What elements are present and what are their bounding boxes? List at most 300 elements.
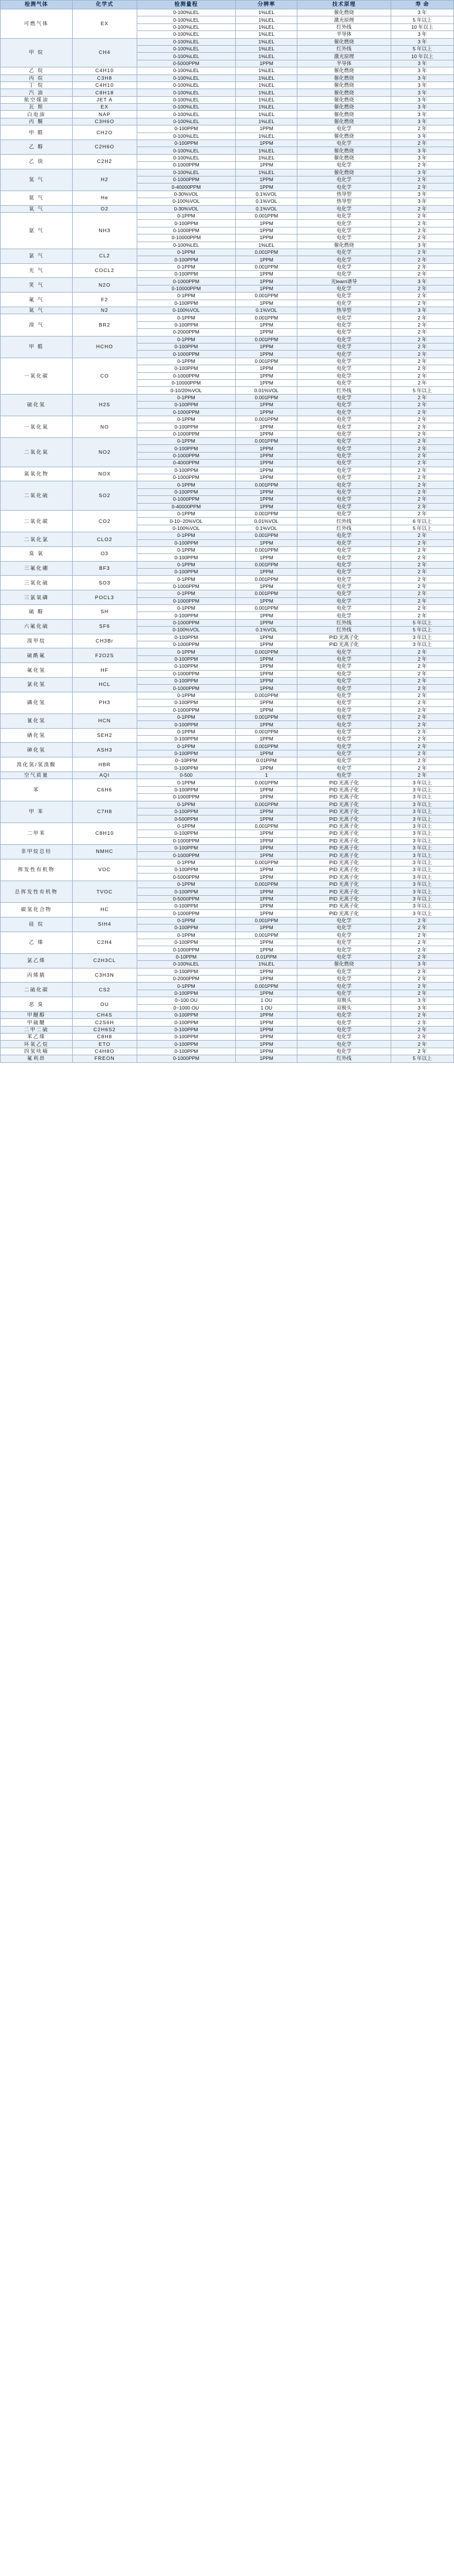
gas-name-cell: 甲 苯 xyxy=(1,801,73,823)
resolution-cell: 1%LEL xyxy=(236,147,297,154)
technology-cell: PID 光离子化 xyxy=(297,801,391,808)
gas-name-cell: 白电油 xyxy=(1,111,73,118)
detection-range-cell: 0-100%VOL xyxy=(137,307,236,314)
lifetime-cell: 3 年以上 xyxy=(391,881,453,888)
table-row xyxy=(1,293,454,300)
resolution-cell: 1%LEL xyxy=(236,74,297,81)
resolution-cell: 0.001PPM xyxy=(236,728,297,735)
technology-cell: 半导体 xyxy=(297,60,391,67)
detection-range-cell: 0-10~20%VOL xyxy=(137,518,236,525)
resolution-cell: 0.01PPM xyxy=(236,953,297,960)
chemical-formula-cell: C3H6O xyxy=(73,118,137,125)
lifetime-cell: 2 年 xyxy=(391,474,453,481)
table-row xyxy=(1,881,454,888)
lifetime-cell: 3 年以上 xyxy=(391,815,453,823)
chemical-formula-cell: SEH2 xyxy=(73,728,137,743)
detection-range-cell: 0-100PPM xyxy=(137,612,236,619)
column-header-lifetime: 寿 命 xyxy=(391,1,453,9)
chemical-formula-cell: C2H2 xyxy=(73,154,137,169)
chemical-formula-cell: CLO2 xyxy=(73,532,137,547)
resolution-cell: 1PPM xyxy=(236,183,297,191)
technology-cell: 催化燃烧 xyxy=(297,96,391,103)
detection-range-cell: 0-100PPM xyxy=(137,256,236,263)
technology-cell: 电化学 xyxy=(297,336,391,343)
detection-range-cell: 0-100%LEL xyxy=(137,242,236,249)
chemical-formula-cell: CO xyxy=(73,358,137,394)
technology-cell: 电化学 xyxy=(297,409,391,416)
resolution-cell: 1PPM xyxy=(236,460,297,467)
technology-cell: PID 光离子化 xyxy=(297,859,391,866)
chemical-formula-cell: POCL3 xyxy=(73,590,137,605)
table-row xyxy=(1,96,454,103)
gas-name-cell: 总挥发性有机物 xyxy=(1,881,73,902)
gas-name-cell: 一氧化氮 xyxy=(1,416,73,437)
lifetime-cell: 3 年 xyxy=(391,154,453,161)
resolution-cell: 1%LEL xyxy=(236,81,297,89)
technology-cell: 电化学 xyxy=(297,467,391,474)
detection-range-cell: 0-100PPM xyxy=(137,539,236,546)
resolution-cell: 1PPM xyxy=(236,379,297,386)
detection-range-cell: 0-100PPM xyxy=(137,1011,236,1018)
resolution-cell: 1PPM xyxy=(236,663,297,670)
lifetime-cell: 2 年 xyxy=(391,699,453,706)
technology-cell: 电化学 xyxy=(297,372,391,379)
lifetime-cell: 2 年 xyxy=(391,605,453,612)
gas-name-cell: 氢 气 xyxy=(1,169,73,191)
technology-cell: 电化学 xyxy=(297,576,391,583)
technology-cell: 电化学 xyxy=(297,1011,391,1018)
detection-range-cell: 0-100%LEL xyxy=(137,23,236,30)
lifetime-cell: 2 年 xyxy=(391,1026,453,1033)
gas-name-cell: 甲硫醚 xyxy=(1,1019,73,1026)
gas-name-cell: 三氧化硫 xyxy=(1,576,73,590)
gas-name-cell: 非甲烷总烃 xyxy=(1,844,73,859)
detection-range-cell: 0-10PPM xyxy=(137,953,236,960)
lifetime-cell: 2 年 xyxy=(391,939,453,946)
detection-range-cell: 0-1000PPM xyxy=(137,430,236,437)
technology-cell: 电化学 xyxy=(297,968,391,975)
lifetime-cell: 2 年 xyxy=(391,140,453,147)
table-row xyxy=(1,634,454,641)
gas-name-cell: 臭 氧 xyxy=(1,546,73,561)
gas-name-cell: 氨 气 xyxy=(1,212,73,249)
resolution-cell: 1PPM xyxy=(236,619,297,626)
detection-range-cell: 0-100PPM xyxy=(137,699,236,706)
lifetime-cell: 3 年以上 xyxy=(391,888,453,895)
detection-range-cell: 0-100PPM xyxy=(137,554,236,561)
technology-cell: PID 光离子化 xyxy=(297,808,391,815)
lifetime-cell: 2 年 xyxy=(391,713,453,721)
table-row xyxy=(1,358,454,365)
table-row xyxy=(1,416,454,423)
detection-range-cell: 0-100PPM xyxy=(137,569,236,576)
technology-cell: 电化学 xyxy=(297,220,391,227)
lifetime-cell: 2 年 xyxy=(391,467,453,474)
technology-cell: 电化学 xyxy=(297,561,391,568)
resolution-cell: 1%LEL xyxy=(236,242,297,249)
lifetime-cell: 2 年 xyxy=(391,612,453,619)
gas-name-cell: 甲 烷 xyxy=(1,38,73,67)
technology-cell: 电化学 xyxy=(297,176,391,183)
table-row xyxy=(1,169,454,176)
gas-name-cell: 乙 醇 xyxy=(1,140,73,155)
lifetime-cell: 2 年 xyxy=(391,975,453,982)
lifetime-cell: 2 年 xyxy=(391,293,453,300)
chemical-formula-cell: SO2 xyxy=(73,481,137,511)
detection-range-cell: 0-1000PPM xyxy=(137,910,236,917)
gas-name-cell: 汽 油 xyxy=(1,89,73,96)
chemical-formula-cell: CH4S xyxy=(73,1011,137,1018)
resolution-cell: 0.01%VOL xyxy=(236,387,297,394)
detection-range-cell: 0-100%LEL xyxy=(137,132,236,140)
lifetime-cell: 3 年 xyxy=(391,96,453,103)
chemical-formula-cell: BF3 xyxy=(73,561,137,576)
technology-cell: 红外线 xyxy=(297,525,391,532)
lifetime-cell: 2 年 xyxy=(391,220,453,227)
lifetime-cell: 2 年 xyxy=(391,692,453,699)
lifetime-cell: 3 年以上 xyxy=(391,837,453,844)
gas-name-cell: 瓦 斯 xyxy=(1,104,73,111)
resolution-cell: 1PPM xyxy=(236,706,297,713)
detection-range-cell: 0-100%LEL xyxy=(137,53,236,60)
lifetime-cell: 2 年 xyxy=(391,227,453,234)
table-row xyxy=(1,772,454,779)
resolution-cell: 0.001PPM xyxy=(236,438,297,445)
detection-range-cell: 0-100PPM xyxy=(137,990,236,997)
table-row xyxy=(1,1048,454,1055)
detection-range-cell: 0-100PPM xyxy=(137,808,236,815)
gas-name-cell: 挥发性有机物 xyxy=(1,859,73,881)
technology-cell: 电化学 xyxy=(297,1034,391,1041)
technology-cell: 催化燃烧 xyxy=(297,74,391,81)
chemical-formula-cell: C8H8 xyxy=(73,1034,137,1041)
technology-cell: 电化学 xyxy=(297,917,391,924)
lifetime-cell: 2 年 xyxy=(391,212,453,219)
resolution-cell: 1PPM xyxy=(236,655,297,662)
technology-cell: 电化学 xyxy=(297,546,391,553)
lifetime-cell: 3 年以上 xyxy=(391,903,453,910)
technology-cell: 电化学 xyxy=(297,750,391,757)
gas-name-cell: 硫酰氟 xyxy=(1,648,73,663)
lifetime-cell: 2 年 xyxy=(391,205,453,212)
resolution-cell: 1PPM xyxy=(236,329,297,336)
chemical-formula-cell: TVOC xyxy=(73,881,137,902)
lifetime-cell: 2 年 xyxy=(391,685,453,692)
resolution-cell: 1PPM xyxy=(236,402,297,409)
resolution-cell: 1PPM xyxy=(236,503,297,510)
lifetime-cell: 2 年 xyxy=(391,416,453,423)
technology-cell: 电化学 xyxy=(297,503,391,510)
detection-range-cell: 0-100PPM xyxy=(137,467,236,474)
technology-cell: 电化学 xyxy=(297,474,391,481)
chemical-formula-cell: F2 xyxy=(73,293,137,307)
lifetime-cell: 2 年 xyxy=(391,358,453,365)
gas-name-cell: 光 气 xyxy=(1,263,73,278)
table-row xyxy=(1,9,454,16)
lifetime-cell: 2 年 xyxy=(391,925,453,932)
technology-cell: 光learn谱导 xyxy=(297,278,391,285)
resolution-cell: 0.001PPM xyxy=(236,648,297,655)
table-row xyxy=(1,74,454,81)
detection-range-cell: 0-1PPM xyxy=(137,481,236,488)
chemical-formula-cell: AQI xyxy=(73,772,137,779)
resolution-cell: 1PPM xyxy=(236,554,297,561)
table-row xyxy=(1,917,454,924)
resolution-cell: 1%LEL xyxy=(236,118,297,125)
resolution-cell: 1PPM xyxy=(236,939,297,946)
gas-name-cell: 可燃气体 xyxy=(1,9,73,39)
detection-range-cell: 0-1000PPM xyxy=(137,706,236,713)
detection-range-cell: 0-1000PPM xyxy=(137,852,236,859)
chemical-formula-cell: CH3Br xyxy=(73,634,137,648)
resolution-cell: 1PPM xyxy=(236,227,297,234)
detection-range-cell: 0-100%LEL xyxy=(137,154,236,161)
technology-cell: 电化学 xyxy=(297,256,391,263)
technology-cell: 电化学 xyxy=(297,379,391,386)
resolution-cell: 1%LEL xyxy=(236,53,297,60)
technology-cell: 催化燃烧 xyxy=(297,154,391,161)
lifetime-cell: 2 年 xyxy=(391,917,453,924)
resolution-cell: 1PPM xyxy=(236,670,297,677)
technology-cell: 激光原理 xyxy=(297,53,391,60)
resolution-cell: 0.001PPM xyxy=(236,983,297,990)
chemical-formula-cell: CO2 xyxy=(73,510,137,532)
resolution-cell: 0.001PPM xyxy=(236,743,297,750)
technology-cell: 双极头 xyxy=(297,1004,391,1011)
lifetime-cell: 2 年 xyxy=(391,590,453,597)
detection-range-cell: 0-100PPM xyxy=(137,721,236,728)
technology-cell: PID 光离子化 xyxy=(297,837,391,844)
resolution-cell: 1%LEL xyxy=(236,45,297,52)
resolution-cell: 1PPM xyxy=(236,975,297,982)
gas-name-cell: 苯乙烯 xyxy=(1,1034,73,1041)
table-row xyxy=(1,968,454,975)
resolution-cell: 0.001PPM xyxy=(236,263,297,270)
detection-range-cell: 0-1PPM xyxy=(137,917,236,924)
table-row xyxy=(1,692,454,699)
detection-range-cell: 0-1000PPM xyxy=(137,372,236,379)
lifetime-cell: 2 年 xyxy=(391,677,453,684)
gas-name-cell: 二甲苯 xyxy=(1,823,73,844)
technology-cell: PID 光离子化 xyxy=(297,641,391,648)
lifetime-cell: 5 年以上 xyxy=(391,45,453,52)
resolution-cell: 0.001PPM xyxy=(236,358,297,365)
column-header-formula: 化学式 xyxy=(73,1,137,9)
resolution-cell: 1PPM xyxy=(236,1026,297,1033)
technology-cell: 催化燃烧 xyxy=(297,961,391,968)
gas-name-cell: 氟利昂 xyxy=(1,1055,73,1062)
resolution-cell: 1PPM xyxy=(236,1034,297,1041)
technology-cell: 双极头 xyxy=(297,997,391,1004)
detection-range-cell: 0-1PPM xyxy=(137,576,236,583)
chemical-formula-cell: HC xyxy=(73,903,137,917)
lifetime-cell: 2 年 xyxy=(391,503,453,510)
table-header-row xyxy=(1,1,454,9)
lifetime-cell: 3 年以上 xyxy=(391,910,453,917)
resolution-cell: 1%LEL xyxy=(236,132,297,140)
gas-name-cell: 乙 炔 xyxy=(1,154,73,169)
table-row xyxy=(1,140,454,147)
column-header-resolution: 分辨率 xyxy=(236,1,297,9)
technology-cell: 催化燃烧 xyxy=(297,67,391,74)
technology-cell: 电化学 xyxy=(297,488,391,495)
detection-range-cell: 0-100PPM xyxy=(137,888,236,895)
technology-cell: PID 光离子化 xyxy=(297,634,391,641)
detection-range-cell: 0-1PPM xyxy=(137,416,236,423)
table-row xyxy=(1,125,454,132)
detection-range-cell: 0-500 xyxy=(137,772,236,779)
gas-name-cell: 硒化氢 xyxy=(1,728,73,743)
lifetime-cell: 3 年 xyxy=(391,132,453,140)
detection-range-cell: 0-1PPM xyxy=(137,648,236,655)
chemical-formula-cell: NAP xyxy=(73,111,137,118)
lifetime-cell: 2 年 xyxy=(391,510,453,517)
chemical-formula-cell: HCN xyxy=(73,713,137,728)
gas-name-cell: 氰化氢 xyxy=(1,713,73,728)
lifetime-cell: 2 年 xyxy=(391,532,453,539)
detection-range-cell: 0-4000PPM xyxy=(137,460,236,467)
resolution-cell: 0.1%VOL xyxy=(236,525,297,532)
detection-range-cell: 0-1PPM xyxy=(137,590,236,597)
resolution-cell: 1%LEL xyxy=(236,104,297,111)
detection-range-cell: 0-100PPM xyxy=(137,677,236,684)
detection-range-cell: 0-100PPM xyxy=(137,844,236,851)
technology-cell: PID 光离子化 xyxy=(297,794,391,801)
technology-cell: 电化学 xyxy=(297,394,391,401)
resolution-cell: 1%LEL xyxy=(236,23,297,30)
chemical-formula-cell: H2 xyxy=(73,169,137,191)
technology-cell: 红外线 xyxy=(297,387,391,394)
chemical-formula-cell: NO xyxy=(73,416,137,437)
chemical-formula-cell: HCHO xyxy=(73,336,137,358)
resolution-cell: 1PPM xyxy=(236,895,297,902)
detection-range-cell: 0-40000PPM xyxy=(137,503,236,510)
lifetime-cell: 2 年 xyxy=(391,300,453,307)
detection-range-cell: 0-1PPM xyxy=(137,394,236,401)
chemical-formula-cell: C3H8 xyxy=(73,74,137,81)
lifetime-cell: 2 年 xyxy=(391,728,453,735)
lifetime-cell: 2 年 xyxy=(391,764,453,772)
lifetime-cell: 2 年 xyxy=(391,329,453,336)
resolution-cell: 1 xyxy=(236,772,297,779)
detection-range-cell: 0-100PPM xyxy=(137,903,236,910)
gas-name-cell: 丙烯腈 xyxy=(1,968,73,983)
technology-cell: 电化学 xyxy=(297,1048,391,1055)
resolution-cell: 0.001PPM xyxy=(236,532,297,539)
detection-range-cell: 0-1PPM xyxy=(137,314,236,321)
lifetime-cell: 2 年 xyxy=(391,539,453,546)
technology-cell: 催化燃烧 xyxy=(297,104,391,111)
chemical-formula-cell: NMHC xyxy=(73,844,137,859)
lifetime-cell: 6 年以上 xyxy=(391,518,453,525)
resolution-cell: 1PPM xyxy=(236,321,297,328)
table-row xyxy=(1,983,454,990)
technology-cell: 催化燃烧 xyxy=(297,169,391,176)
lifetime-cell: 3 年以上 xyxy=(391,634,453,641)
resolution-cell: 0.001PPM xyxy=(236,823,297,830)
technology-cell: 电化学 xyxy=(297,452,391,459)
technology-cell: 催化燃烧 xyxy=(297,81,391,89)
gas-name-cell: 苯 xyxy=(1,779,73,801)
resolution-cell: 1PPM xyxy=(236,1055,297,1062)
chemical-formula-cell: ASH3 xyxy=(73,743,137,757)
chemical-formula-cell: C2H3CL xyxy=(73,953,137,968)
table-row xyxy=(1,1034,454,1041)
chemical-formula-cell: CS2 xyxy=(73,983,137,997)
lifetime-cell: 2 年 xyxy=(391,372,453,379)
table-row xyxy=(1,307,454,314)
lifetime-cell: 2 年 xyxy=(391,256,453,263)
lifetime-cell: 3 年以上 xyxy=(391,801,453,808)
detection-range-cell: 0-1000PPM xyxy=(137,670,236,677)
chemical-formula-cell: C2H6S2 xyxy=(73,1026,137,1033)
lifetime-cell: 3 年 xyxy=(391,1004,453,1011)
detection-range-cell: 0-100PPM xyxy=(137,402,236,409)
detection-range-cell: 0-1PPM xyxy=(137,546,236,553)
detection-range-cell: 0~10PPM xyxy=(137,757,236,764)
detection-range-cell: 0-1PPM xyxy=(137,263,236,270)
resolution-cell: 1 OU xyxy=(236,1004,297,1011)
lifetime-cell: 5 年以上 xyxy=(391,16,453,23)
gas-name-cell: 二氧化碳 xyxy=(1,510,73,532)
technology-cell: 电化学 xyxy=(297,321,391,328)
resolution-cell: 1PPM xyxy=(236,351,297,358)
lifetime-cell: 10 年以上 xyxy=(391,23,453,30)
detection-range-cell: 0-100PPM xyxy=(137,866,236,874)
lifetime-cell: 3 年以上 xyxy=(391,852,453,859)
chemical-formula-cell: SH xyxy=(73,605,137,620)
technology-cell: 红外线 xyxy=(297,627,391,634)
lifetime-cell: 2 年 xyxy=(391,176,453,183)
lifetime-cell: 5 年以上 xyxy=(391,627,453,634)
chemical-formula-cell: CH4 xyxy=(73,38,137,67)
lifetime-cell: 2 年 xyxy=(391,743,453,750)
lifetime-cell: 3 年以上 xyxy=(391,779,453,786)
gas-name-cell: 三氟化硼 xyxy=(1,561,73,576)
resolution-cell: 1PPM xyxy=(236,1011,297,1018)
technology-cell: 红外线 xyxy=(297,518,391,525)
technology-cell: 电化学 xyxy=(297,343,391,350)
lifetime-cell: 3 年 xyxy=(391,242,453,249)
gas-name-cell: 氧 气 xyxy=(1,205,73,212)
detection-range-cell: 0-100%VOL xyxy=(137,198,236,205)
detection-range-cell: 0-10000PPM xyxy=(137,235,236,242)
detection-range-cell: 0-1PPM xyxy=(137,983,236,990)
resolution-cell: 1%LEL xyxy=(236,89,297,96)
technology-cell: 电化学 xyxy=(297,358,391,365)
resolution-cell: 1 OU xyxy=(236,997,297,1004)
detection-range-cell: 0-1000PPM xyxy=(137,176,236,183)
technology-cell: 电化学 xyxy=(297,293,391,300)
chemical-formula-cell: HCL xyxy=(73,677,137,692)
chemical-formula-cell: O2 xyxy=(73,205,137,212)
lifetime-cell: 2 年 xyxy=(391,576,453,583)
lifetime-cell: 2 年 xyxy=(391,351,453,358)
resolution-cell: 1PPM xyxy=(236,60,297,67)
detection-range-cell: 0-1000PPM xyxy=(137,1055,236,1062)
lifetime-cell: 5 年以上 xyxy=(391,525,453,532)
lifetime-cell: 2 年 xyxy=(391,460,453,467)
detection-range-cell: 0-100%LEL xyxy=(137,81,236,89)
detection-range-cell: 0-100PPM xyxy=(137,634,236,641)
technology-cell: 电化学 xyxy=(297,140,391,147)
technology-cell: 电化学 xyxy=(297,932,391,939)
table-row xyxy=(1,249,454,256)
resolution-cell: 1%LEL xyxy=(236,31,297,38)
chemical-formula-cell: SIH4 xyxy=(73,917,137,932)
lifetime-cell: 3 年 xyxy=(391,9,453,16)
detection-range-cell: 0-100PPM xyxy=(137,750,236,757)
